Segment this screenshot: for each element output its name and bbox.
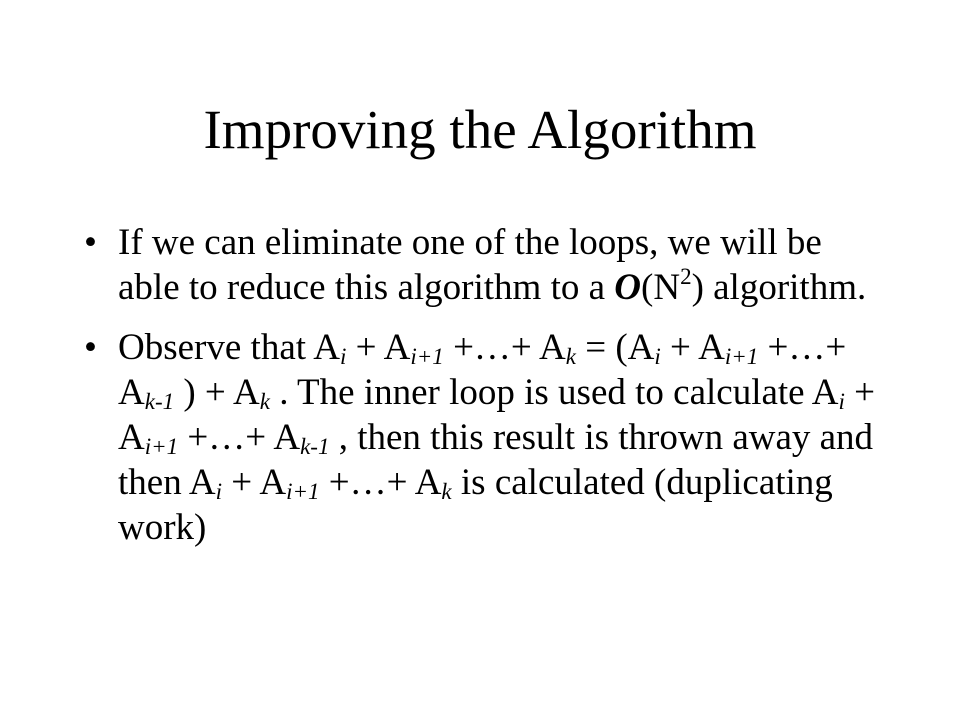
subscript: k	[441, 479, 452, 504]
bullet2-text: + A	[118, 372, 876, 458]
subscript: i	[215, 479, 223, 504]
bullet2-text: + A	[222, 462, 287, 503]
bullet2-text: is calculated (duplicating work)	[118, 462, 833, 548]
bullet2-text: +…+ A	[118, 327, 847, 413]
subscript: k-1	[300, 434, 330, 459]
subscript: k	[259, 389, 270, 414]
subscript: i	[838, 389, 845, 414]
bullet-marker: •	[84, 327, 97, 368]
bullet2-text: , then this result is thrown away and then A	[118, 417, 874, 503]
bullet1-text-a: If we can eliminate one of the loops, we will be able to reduce this algorithm to a	[118, 222, 822, 308]
slide-title: Improving the Algorithm	[203, 99, 757, 160]
bullet2-text: Observe that A	[118, 327, 340, 368]
subscript: i	[654, 344, 661, 369]
bullet-marker: •	[84, 222, 97, 263]
subscript: i+1	[144, 434, 179, 459]
subscript: k-1	[144, 389, 175, 414]
bullet1-paren-open: (N	[641, 267, 681, 308]
subscript: i+1	[410, 344, 444, 369]
bullet2-text: +…+ A	[443, 327, 566, 368]
bullet1-text-b: ) algorithm.	[691, 267, 867, 308]
bullet2-text: + A	[346, 327, 411, 368]
bullet2-text: = (A	[575, 327, 655, 368]
bullet2-text: . The inner loop is used to calculate A	[269, 372, 839, 413]
big-o-notation: O	[614, 267, 642, 308]
bullet-list	[84, 220, 884, 565]
subscript: i+1	[286, 479, 320, 504]
subscript: i	[339, 344, 347, 369]
bullet-item-observe	[84, 325, 884, 550]
bullet2-text: +…+ A	[178, 417, 301, 458]
subscript: k	[565, 344, 576, 369]
bullet2-text: ) + A	[174, 372, 260, 413]
exponent: 2	[680, 264, 692, 289]
bullet2-text: + A	[660, 327, 725, 368]
bullet-item-eliminate-loop	[84, 220, 884, 310]
subscript: i+1	[724, 344, 759, 369]
bullet2-text: +…+ A	[319, 462, 442, 503]
